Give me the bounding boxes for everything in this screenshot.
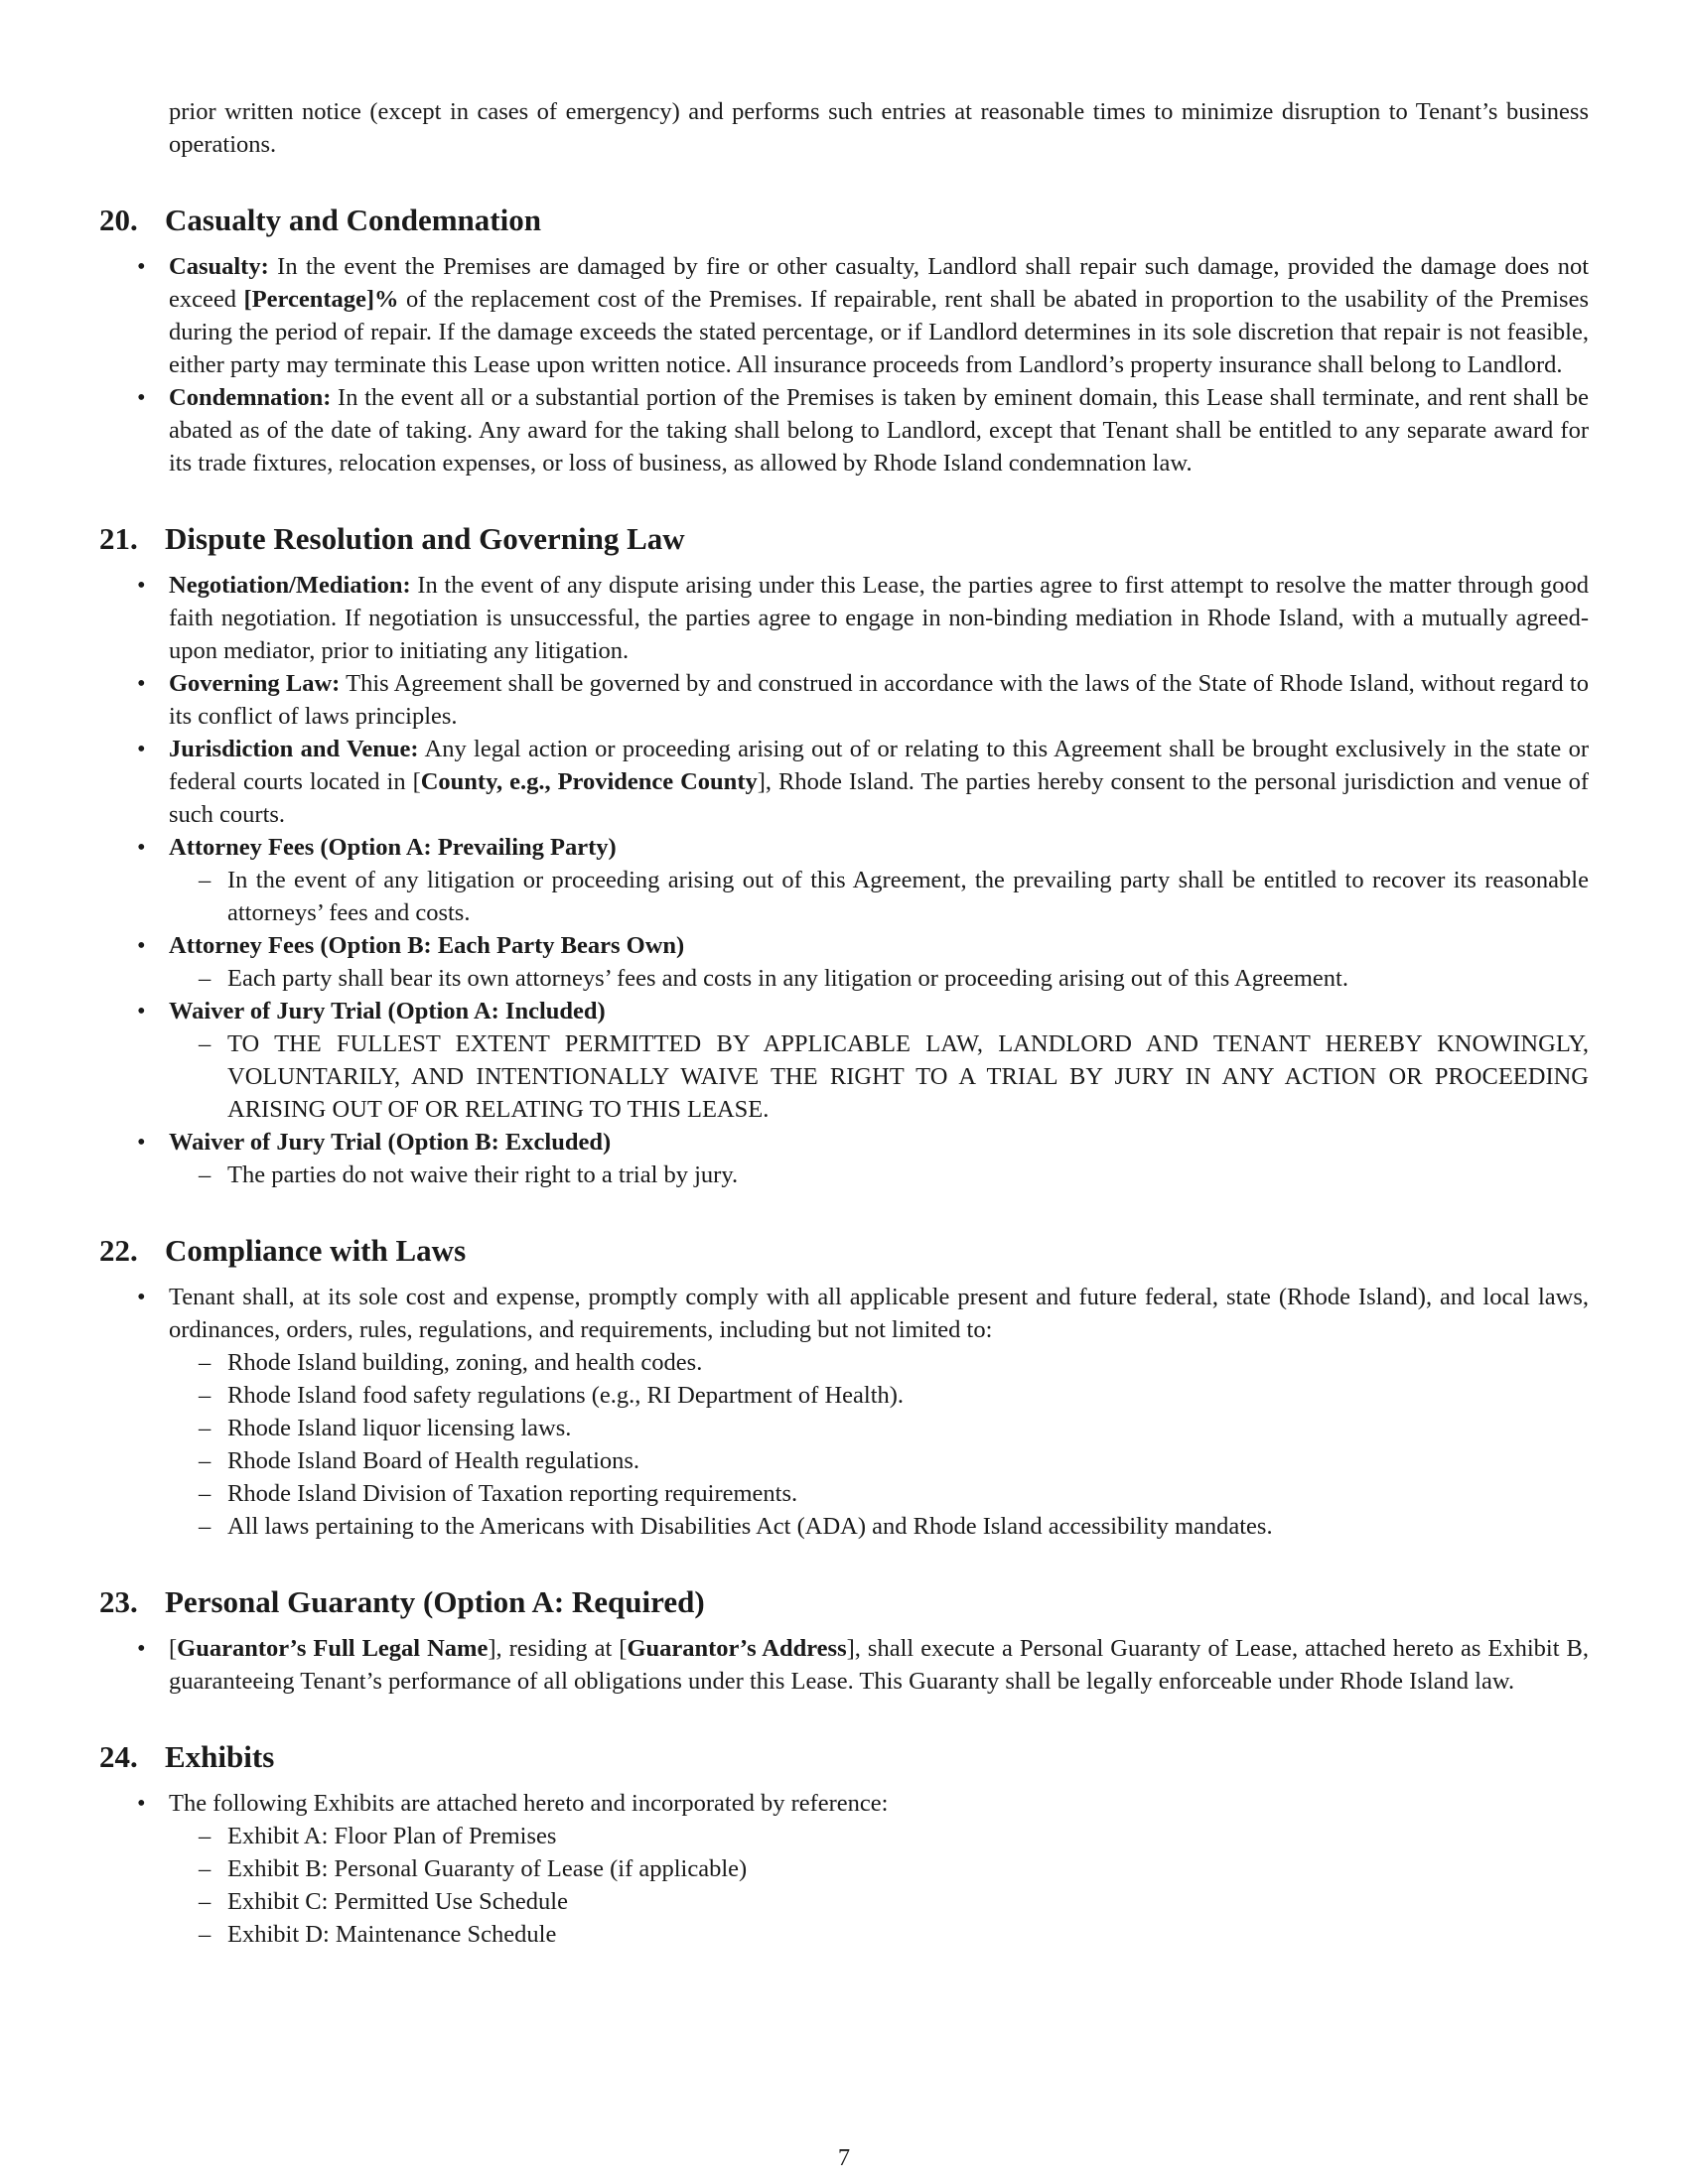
sub-list-item: – Exhibit B: Personal Guaranty of Lease (if applicable) xyxy=(169,1852,1589,1885)
continued-paragraph: prior written notice (except in cases of emergency) and performs such entries at reasonable times to minimize disruption to Tenant’s business operations. xyxy=(169,98,1589,158)
list-item-jury-option-a: • Waiver of Jury Trial (Option A: Included) – TO THE FULLEST EXTENT PERMITTED BY APPLICABLE LAW, LANDLORD AND TENANT HEREBY KNOWINGLY, VOLUNTARILY, AND INTENTIONALLY WAIVE THE RIGHT TO A TRIAL BY JURY IN ANY ACTION OR PROCEEDING ARISING OUT OF OR RELATING TO THIS LEASE. xyxy=(99,995,1589,1126)
sub-list-item: – Exhibit C: Permitted Use Schedule xyxy=(169,1885,1589,1918)
list-item-negotiation: • Negotiation/Mediation: In the event of any dispute arising under this Lease, the parties agree to first attempt to resolve the matter through good faith negotiation. If negotiation is unsuccessful, the parties agree to engage in non-binding mediation in Rhode Island, with a mutually agreed-upon mediator, prior to initiating any litigation. xyxy=(99,569,1589,667)
sub-list xyxy=(169,962,1589,995)
section-24 xyxy=(99,1737,1589,1951)
sub-list-item: – TO THE FULLEST EXTENT PERMITTED BY APPLICABLE LAW, LANDLORD AND TENANT HEREBY KNOWINGLY, VOLUNTARILY, AND INTENTIONALLY WAIVE THE RIGHT TO A TRIAL BY JURY IN ANY ACTION OR PROCEEDING ARISING OUT OF OR RELATING TO THIS LEASE. xyxy=(169,1027,1589,1126)
sub-list-item: – Rhode Island liquor licensing laws. xyxy=(169,1412,1589,1444)
section-list xyxy=(99,1632,1589,1698)
sub-list xyxy=(169,1820,1589,1951)
page-number: 7 xyxy=(837,2144,851,2171)
list-item-fees-option-a: • Attorney Fees (Option A: Prevailing Party) – In the event of any litigation or proceeding arising out of this Agreement, the prevailing party shall be entitled to recover its reasonable attorneys’ fees and costs. xyxy=(99,831,1589,929)
sub-list-item: – Each party shall bear its own attorneys’ fees and costs in any litigation or proceeding arising out of this Agreement. xyxy=(169,962,1589,995)
list-item-guaranty: • [Guarantor’s Full Legal Name], residing at [Guarantor’s Address], shall execute a Personal Guaranty of Lease, attached hereto as Exhibit B, guaranteeing Tenant’s performance of all obligations under this Lease. This Guaranty shall be legally enforceable under Rhode Island law. xyxy=(99,1632,1589,1698)
list-item-fees-option-b: • Attorney Fees (Option B: Each Party Bears Own) – Each party shall bear its own attorneys’ fees and costs in any litigation or proceeding arising out of this Agreement. xyxy=(99,929,1589,995)
section-list xyxy=(99,569,1589,1191)
list-item-jury-option-b: • Waiver of Jury Trial (Option B: Excluded) – The parties do not waive their right to a trial by jury. xyxy=(99,1126,1589,1191)
sub-list xyxy=(169,1346,1589,1543)
document-page xyxy=(99,95,1589,1951)
list-item-condemnation: • Condemnation: In the event all or a substantial portion of the Premises is taken by eminent domain, this Lease shall terminate, and rent shall be abated as of the date of taking. Any award for the taking shall belong to Landlord, except that Tenant shall be entitled to any separate award for its trade fixtures, relocation expenses, or loss of business, as allowed by Rhode Island condemnation law. xyxy=(99,381,1589,479)
sub-list xyxy=(169,864,1589,929)
sub-list-item: – Rhode Island Division of Taxation reporting requirements. xyxy=(169,1477,1589,1510)
section-20 xyxy=(99,201,1589,479)
section-list xyxy=(99,1281,1589,1543)
section-22 xyxy=(99,1231,1589,1543)
section-23 xyxy=(99,1582,1589,1698)
sub-list-item: – All laws pertaining to the Americans with Disabilities Act (ADA) and Rhode Island accessibility mandates. xyxy=(169,1510,1589,1543)
sub-list-item: – Rhode Island building, zoning, and health codes. xyxy=(169,1346,1589,1379)
list-item-governing-law: • Governing Law: This Agreement shall be governed by and construed in accordance with the laws of the State of Rhode Island, without regard to its conflict of laws principles. xyxy=(99,667,1589,733)
sub-list-item: – Rhode Island food safety regulations (e.g., RI Department of Health). xyxy=(169,1379,1589,1412)
section-heading: 21. Dispute Resolution and Governing Law xyxy=(99,521,685,556)
section-list xyxy=(99,1787,1589,1951)
list-item-exhibits: • The following Exhibits are attached hereto and incorporated by reference: – Exhibit A: Floor Plan of Premises – Exhibit B: Personal Guaranty of Lease (if applicable) – Exhibit C: Permitted Use Schedule – Exhibit D: Maintenance Schedule xyxy=(99,1787,1589,1951)
section-heading: 22. Compliance with Laws xyxy=(99,1233,467,1268)
section-list xyxy=(99,250,1589,479)
section-heading: 23. Personal Guaranty (Option A: Required) xyxy=(99,1584,705,1619)
list-item-casualty: • Casualty: In the event the Premises are damaged by fire or other casualty, Landlord shall repair such damage, provided the damage does not exceed [Percentage]% of the replacement cost of the Premises. If repairable, rent shall be abated in proportion to the usability of the Premises during the period of repair. If the damage exceeds the stated percentage, or if Landlord determines in its sole discretion that repair is not feasible, either party may terminate this Lease upon written notice. All insurance proceeds from Landlord’s property insurance shall belong to Landlord. xyxy=(99,250,1589,381)
sub-list xyxy=(169,1159,1589,1191)
section-heading: 24. Exhibits xyxy=(99,1739,275,1774)
list-item-jurisdiction: • Jurisdiction and Venue: Any legal action or proceeding arising out of or relating to this Agreement shall be brought exclusively in the state or federal courts located in [County, e.g., Providence County], Rhode Island. The parties hereby consent to the personal jurisdiction and venue of such courts. xyxy=(99,733,1589,831)
sub-list-item: – The parties do not waive their right to a trial by jury. xyxy=(169,1159,1589,1191)
sub-list xyxy=(169,1027,1589,1126)
sub-list-item: – Exhibit A: Floor Plan of Premises xyxy=(169,1820,1589,1852)
sub-list-item: – Rhode Island Board of Health regulations. xyxy=(169,1444,1589,1477)
sub-list-item: – Exhibit D: Maintenance Schedule xyxy=(169,1918,1589,1951)
sub-list-item: – In the event of any litigation or proceeding arising out of this Agreement, the prevailing party shall be entitled to recover its reasonable attorneys’ fees and costs. xyxy=(169,864,1589,929)
list-item-compliance: • Tenant shall, at its sole cost and expense, promptly comply with all applicable present and future federal, state (Rhode Island), and local laws, ordinances, orders, rules, regulations, and requirements, including but not limited to: – Rhode Island building, zoning, and health codes. – Rhode Island food safety regulations (e.g., RI Department of Health). – Rhode Island liquor licensing laws. – Rhode Island Board of Health regulations. – Rhode Island Division of Taxation reporting requirements. – All laws pertaining to the Americans with Disabilities Act (ADA) and Rhode Island accessibility mandates. xyxy=(99,1281,1589,1543)
section-heading: 20. Casualty and Condemnation xyxy=(99,203,541,237)
section-21 xyxy=(99,519,1589,1191)
